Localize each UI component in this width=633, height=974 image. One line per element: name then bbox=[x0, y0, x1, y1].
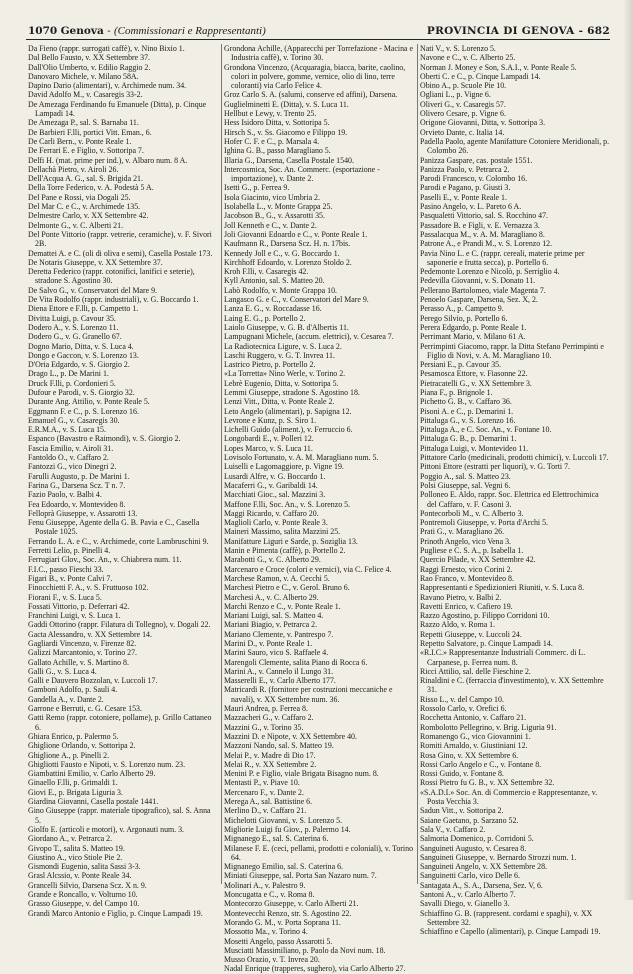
directory-entry: Delmestre Carlo, v. XX Settembre 42. bbox=[28, 211, 149, 221]
directory-entry: Joll Kenneth e C., v. Dante 2. bbox=[224, 220, 317, 230]
directory-entry: Romanengo G., vico Giovannini 1. bbox=[420, 731, 531, 741]
directory-entry: Groz Carlo S. A. (salumi, conserve ed affini), Darsena. bbox=[224, 90, 398, 100]
directory-entry: Danovaro Michele, v. Milano 58A. bbox=[28, 71, 139, 81]
directory-entry: Felloprà Giuseppe, v. Assarotti 13. bbox=[28, 508, 138, 518]
directory-entry: Marchese Ramon, v. A. Cecchi 5. bbox=[224, 573, 330, 583]
directory-entry: Dodero G., v. G. Granello 67. bbox=[28, 332, 122, 342]
directory-entry: Olivero Cesare, p. Vigne 6. bbox=[420, 109, 506, 119]
directory-entry: Macchiati Gioc., sal. Mazzini 3. bbox=[224, 490, 326, 500]
directory-entry: Pedemonte Lorenzo e Nicolò, p. Serriglio 4. bbox=[420, 267, 560, 277]
directory-entry: Lastrico Pietro, p. Portello 2. bbox=[224, 360, 316, 370]
directory-entry: Lenzi Vitt., Ditta, v. Ponte Reale 2. bbox=[224, 397, 335, 407]
directory-entry: Leto Angelo (alimentari), p. Sapigna 12. bbox=[224, 406, 352, 416]
directory-entry: Del Pane e Rossi, via Dogali 25. bbox=[28, 192, 131, 202]
directory-entry: Giolfo E. (articoli e motori), v. Argonauti num. 3. bbox=[28, 824, 185, 834]
directory-entry: Pasino Angelo, v. L. Pareto 6 A. bbox=[420, 202, 522, 212]
directory-entry: Maffone F.lli, Soc. An., v. S. Lorenzo 5. bbox=[224, 499, 351, 509]
directory-entry: Pavia Nino L. e C. (rappr. cereali, materie prime per saponerie e frutta secca), p. Portello 6. bbox=[420, 248, 585, 267]
directory-entry: Norman J. Money e Son, S.A.I., v. Ponte Reale 5. bbox=[420, 62, 577, 72]
directory-entry: Migliorie Luigi fu Giov., p. Palermo 14. bbox=[224, 824, 351, 834]
directory-entry: Molinari A., v. Palestro 9. bbox=[224, 880, 306, 890]
directory-entry: Pichetto G. B., v. Caffaro 36. bbox=[420, 397, 512, 407]
directory-entry: Pietracatelli G., v. XX Settembre 3. bbox=[420, 378, 532, 388]
column-divider bbox=[417, 44, 418, 884]
directory-entry: Gino Giuseppe (rappr. materiale tipografico), sal. S. Anna 5. bbox=[28, 806, 211, 825]
directory-entry: Padella Paolo, agente Manifatture Cotoniere Meridionali, p. Colombo 26. bbox=[420, 136, 610, 156]
directory-entry: Navone e C., v. C. Alberto 25. bbox=[420, 53, 516, 63]
directory-entry: Giordano A., v. Petrarca 2. bbox=[28, 834, 113, 844]
directory-entry: Ghiglione Orlando, v. Sottoripa 2. bbox=[28, 741, 136, 751]
directory-entry: Mauri Andrea, p. Ferrea 8. bbox=[224, 704, 308, 714]
directory-page bbox=[26, 24, 610, 974]
directory-entry: Romiti Arnaldo, v. Giustiniani 12. bbox=[420, 741, 528, 751]
directory-entry: Illaria G., Darsena, Casella Postale 1540. bbox=[224, 155, 354, 165]
directory-entry: Lanza E. G., v. Roccadasse 16. bbox=[224, 304, 322, 314]
directory-entry: Fantoldo O., v. Caffaro 2. bbox=[28, 453, 109, 463]
directory-entry: Mosetti Angelo, passo Assarotti 5. bbox=[224, 936, 333, 946]
directory-entry: Fazio Paolo, v. Balbi 4. bbox=[28, 490, 102, 500]
directory-entry: Marini A., v. Cannelo il Lungo 31. bbox=[224, 666, 334, 676]
directory-entry: Menini P. e Figlio, viale Brigata Bisagno num. 8. bbox=[224, 769, 379, 779]
directory-entry: Rossi Pietro fu G. B., v. XX Settembre 32. bbox=[420, 778, 555, 788]
directory-entry: Razzo Aldo, v. Roma 1. bbox=[420, 620, 496, 630]
directory-entry: Marini Sauro, vico S. Raffaele 4. bbox=[224, 648, 329, 658]
directory-entry: Ginaello F.lli, p. Grimaldi 1. bbox=[28, 778, 118, 788]
directory-entry: Mossotto Ma., v. Torino 4. bbox=[224, 927, 308, 937]
directory-entry: Della Torre Federico, v. A. Podestà 5 A. bbox=[28, 183, 154, 193]
directory-entry: Grandi Marco Antonio e Figlio, p. Cinque Lampadi 19. bbox=[28, 908, 203, 918]
directory-entry: Nati V., v. S. Lorenzo 5. bbox=[420, 44, 496, 53]
directory-entry: «R.I.C.» Rappresentanze Industriali Commerc. di L. Carpanese, p. Ferrea num. 8. bbox=[420, 648, 586, 667]
directory-entry: David Adolfo M., v. Casaregis 33-2. bbox=[28, 90, 143, 100]
directory-entry: Mercenaro F., v. Dante 2. bbox=[224, 787, 304, 797]
directory-entry: Ferrando L. A. e C., v. Archimede, corte Lambruschini 9. bbox=[28, 536, 209, 546]
directory-entry: Rossi Guido, v. Fontane 8. bbox=[420, 769, 504, 779]
directory-entry: Garrone e Berruti, c. G. Cesare 153. bbox=[28, 704, 142, 714]
directory-entry: Espanco (Bavastro e Raimondi), v. S. Giorgio 2. bbox=[28, 434, 181, 444]
directory-entry: Paselli E., v. Ponte Reale 1. bbox=[420, 192, 507, 202]
directory-entry: Laiolo Giuseppe, v. G. B. d'Albertis 11. bbox=[224, 322, 349, 332]
directory-entry: Montecorzo Giuseppe, v. Carlo Alberti 21. bbox=[224, 899, 359, 909]
directory-entry: Gatti Remo (rappr. cotoniere, pollame), p. Grillo Cattaneo 6. bbox=[28, 713, 212, 732]
directory-entry: De Ferrari E. e Figlio, v. Sottoripa 7. bbox=[28, 146, 144, 156]
directory-entry: Rombolotto Pellegrino, v. Brig. Liguria 91. bbox=[420, 722, 557, 732]
directory-entry: Givopo T., salita S. Matteo 19. bbox=[28, 843, 125, 853]
directory-entry: Drago L., p. De Marini 1. bbox=[28, 369, 109, 379]
directory-entry: Mazzini D. e Nipote, v. XX Settembre 40. bbox=[224, 731, 357, 741]
directory-entry: Fiorani F., v. S. Luca 5. bbox=[28, 592, 102, 602]
page-number: 1070 bbox=[28, 25, 58, 37]
directory-columns bbox=[26, 44, 610, 974]
directory-entry: Pisoni A. e C., p. Demarini 1. bbox=[420, 406, 514, 416]
directory-entry: Farina G., Darsena Scz. T n. 7. bbox=[28, 480, 126, 490]
directory-entry: Prati G., v. Maragliano 26. bbox=[420, 527, 505, 537]
directory-entry: Giardina Giovanni, Casella postale 1441. bbox=[28, 797, 159, 807]
directory-entry: Del Mar C. e C., v. Archimede 135. bbox=[28, 202, 141, 212]
directory-entry: Perera Edgardo, p. Ponte Reale 1. bbox=[420, 322, 527, 332]
directory-entry: Demattei A. e C. (oli di oliva e semi), Casella Postale 173. bbox=[28, 248, 213, 258]
directory-entry: Gaddi Ottorino (rappr. Filatura di Tollegno), v. Dogali 22. bbox=[28, 620, 211, 630]
directory-entry: Ricci Attilio, sal. delle Fieschine 2. bbox=[420, 666, 531, 676]
directory-entry: Finocchietti F. A., v. S. Fruttuoso 102. bbox=[28, 583, 149, 593]
directory-entry: Hess Isidoro Ditta, v. Sottoripa 5. bbox=[224, 118, 330, 128]
directory-entry: Pittaluga G. B., p. Demarini 1. bbox=[420, 434, 517, 444]
directory-entry: Eggmann F. e C., p. S. Lorenzo 16. bbox=[28, 406, 139, 416]
directory-entry: Del Ponte Vittorio (rappr. vetrerie, ceramiche), v. F. Sivori 2B. bbox=[28, 229, 212, 249]
directory-entry: Dell'Acqua A. G., sal. S. Brigida 21. bbox=[28, 174, 143, 184]
directory-entry: Pellerano Bartolomeo, viale Magenta 7. bbox=[420, 285, 546, 295]
directory-entry: Grondona Achille, (Apparecchi per Torrefazione - Macina e Industria caffè), v. Torino 30. bbox=[224, 44, 414, 63]
directory-entry: Grasso Giuseppe, v. del Campo 10. bbox=[28, 899, 140, 909]
directory-entry: Raggi Ernesto, vico Corini 2. bbox=[420, 564, 513, 574]
directory-entry: Sanguineti Giuseppe, v. Bernardo Strozzi num. 1. bbox=[420, 852, 577, 862]
directory-entry: Galizzi Marcantonio, v. Torino 27. bbox=[28, 648, 138, 658]
directory-entry: Diena Ettore e F.lli, p. Campetto 1. bbox=[28, 304, 139, 314]
directory-entry: Mignanego Emilio, sal. S. Caterina 6. bbox=[224, 862, 343, 872]
directory-entry: Miniati Giuseppe, sal. Porta San Nazaro num. 7. bbox=[224, 871, 377, 881]
directory-entry: Mignanego E., sal. S. Caterina 6. bbox=[224, 834, 329, 844]
directory-entry: De Barbieri F.lli, portici Vitt. Eman., 6. bbox=[28, 127, 152, 137]
directory-entry: Musciatti Massimiliano, p. Paolo da Novi num. 18. bbox=[224, 945, 386, 955]
directory-entry: Dodero A., v. S. Lorenzo 11. bbox=[28, 322, 119, 332]
directory-entry: Labò Rodolfo, v. Monte Grappa 10. bbox=[224, 285, 338, 295]
directory-entry: Ighina G. B., passo Maragliano 5. bbox=[224, 146, 331, 156]
column-1 bbox=[28, 44, 218, 918]
directory-entry: Figari B., v. Ponte Calvi 7. bbox=[28, 573, 113, 583]
directory-entry: Gallato Achille, v. S. Martino 8. bbox=[28, 657, 129, 667]
directory-entry: Pesamosca Ettore, v. Fiasonne 22. bbox=[420, 369, 528, 379]
directory-entry: Masserelli E., v. Carlo Alberto 177. bbox=[224, 676, 336, 686]
directory-entry: Santoni A., v. Carlo Alberto 7. bbox=[420, 890, 516, 900]
directory-entry: Longobardi E., v. Polleri 12. bbox=[224, 434, 314, 444]
directory-entry: Maineri Massimo, salita Mazzini 25. bbox=[224, 527, 341, 537]
directory-entry: De Amezaga P., sal. S. Barnaba 11. bbox=[28, 118, 139, 128]
header-left: 1070 Genova - (Commissionari e Rappresentanti) bbox=[28, 25, 266, 37]
directory-entry: Grasl Alcssio, v. Ponte Reale 34. bbox=[28, 871, 132, 881]
directory-entry: Durante Ang. Attilio, v. Ponte Reale 5. bbox=[28, 397, 150, 407]
directory-entry: Melai R., v. XX Settembre 2. bbox=[224, 759, 317, 769]
directory-entry: Maggi Ricardo, v. Caffaro 20. bbox=[224, 508, 319, 518]
directory-entry: Gagliardi Vincenzo, v. Firenze 82. bbox=[28, 639, 137, 648]
scan-shadow bbox=[623, 0, 633, 900]
directory-entry: Deretta Federico (rappr. cotonifici, lanifici e seterie), stradone S. Agostino 30. bbox=[28, 267, 195, 286]
directory-entry: Grondona Vincenzo, (Acquaragia, biacca, barite, caolino, colori in polvere, gomme, vernice, olio di lino, terre coloranti) via Carlo Felice 4. bbox=[224, 62, 406, 91]
directory-entry: Hirsch S., v. Ss. Giacomo e Filippo 19. bbox=[224, 127, 348, 137]
directory-entry: Fantozzi G., vico Dinegri 2. bbox=[28, 462, 117, 472]
directory-entry: Laschi Ruggero, v. G. T. Invrea 11. bbox=[224, 350, 335, 360]
directory-entry: Dall'Olio Umberto, v. Edilio Raggio 2. bbox=[28, 62, 151, 72]
directory-entry: La Radiotecnica Ligure, v. S. Luca 2. bbox=[224, 341, 342, 351]
directory-entry: Gamboni Adolfo, p. Sauli 4. bbox=[28, 685, 118, 695]
directory-entry: Pittaluga G., v. S. Lorenzo 16. bbox=[420, 415, 516, 425]
directory-entry: Michelotti Giovanni, v. S. Lorenzo 5. bbox=[224, 815, 343, 825]
directory-entry: Perrimant Mario, v. Milano 61 A. bbox=[420, 332, 526, 342]
directory-entry: Merlino D., v. Caffaro 21. bbox=[224, 806, 307, 816]
directory-entry: Risso L., v. del Campo 10. bbox=[420, 694, 504, 704]
directory-entry: Da Fieno (rappr. surrogati caffè), v. Nino Bixio 1. bbox=[28, 44, 185, 53]
directory-entry: Isetti G., p. Ferrea 9. bbox=[224, 183, 290, 193]
directory-entry: Giustino A., vico Stiole Pie 2. bbox=[28, 852, 123, 862]
directory-entry: Poggio A., sal. S. Matteo 23. bbox=[420, 471, 511, 481]
directory-entry: Musso Orazio, v. T. Invrea 20. bbox=[224, 955, 320, 965]
directory-entry: Oliveri G., v. Casaregis 57. bbox=[420, 99, 506, 109]
directory-entry: Isolabella L., v. Monte Grappa 25. bbox=[224, 202, 333, 212]
directory-entry: Sanguinetti Carlo, vico Delle 6. bbox=[420, 871, 520, 881]
directory-entry: Dapino Dario (alimentari), v. Archimede num. 34. bbox=[28, 81, 187, 91]
directory-entry: Milanese F. E. (ceci, pellami, prodotti e coloniali), v. Torino 64. bbox=[224, 843, 414, 862]
directory-entry: Ghiglione A., p. Pinelli 2. bbox=[28, 750, 110, 760]
directory-entry: Guglielminetti E. (Ditta), v. S. Luca 11. bbox=[224, 99, 349, 109]
directory-entry: Quercio Pilade, v. XX Settembre 42. bbox=[420, 555, 536, 565]
directory-entry: Delmonte G., v. C. Alberti 21. bbox=[28, 220, 124, 230]
directory-entry: Marchesi Pietro e C., v. Gerol. Bruno 6. bbox=[224, 583, 350, 593]
directory-entry: Ravano Pietro, v. Balbi 2. bbox=[420, 592, 502, 602]
directory-entry: Passadore B. e Figli, v. E. Vernazza 3. bbox=[420, 220, 540, 230]
directory-entry: Pittatore Carlo (medicinali, prodotti chimici), v. Luccoli 17. bbox=[420, 453, 609, 463]
directory-entry: Sala V., v. Caffaro 2. bbox=[420, 824, 486, 834]
directory-entry: Levrone e Kunz, p. S. Siro 1. bbox=[224, 415, 317, 425]
directory-entry: Marcenaro e Croce (colori e vernici), via C. Felice 4. bbox=[224, 564, 392, 574]
directory-entry: Joli Giovanni Edoardo e C., v. Ponte Reale 1. bbox=[224, 229, 368, 239]
directory-entry: Marchesi A., v. C. Alberto 29. bbox=[224, 592, 319, 602]
directory-entry: Gandella A., v. Dante 2. bbox=[28, 694, 104, 704]
directory-entry: F.I.C., passo Fieschi 33. bbox=[28, 564, 104, 574]
directory-entry: Galli G., v. S. Luca 4. bbox=[28, 666, 97, 676]
directory-entry: De Salvo G., v. Conservatori del Mare 9. bbox=[28, 285, 157, 295]
directory-entry: Mariano Clemente, v. Pantrespo 7. bbox=[224, 629, 334, 639]
directory-entry: Lovisolo Fortunato, v. A. M. Maragliano num. 5. bbox=[224, 453, 379, 463]
directory-entry: Origone Giovanni, Ditta, v. Sottoripa 3. bbox=[420, 118, 546, 128]
directory-entry: Manifatture Liguri e Sarde, p. Soziglia 13. bbox=[224, 536, 358, 546]
directory-entry: Schiaffino e Capello (alimentari), p. Cinque Lampadi 19. bbox=[420, 927, 601, 937]
directory-entry: Delfi H. (mat. prime per ind.), v. Albaro num. 8 A. bbox=[28, 155, 188, 165]
directory-entry: Pittoni Ettore (estratti per liquori), v. G. Torti 7. bbox=[420, 462, 571, 472]
directory-entry: Ghiara Enrico, p. Palermo 5. bbox=[28, 731, 119, 741]
directory-entry: Ravetti Enrico, v. Cafiero 19. bbox=[420, 601, 513, 611]
directory-entry: Kaufmann R., Darsena Scz. H. n. 17bis. bbox=[224, 239, 351, 249]
directory-entry: Pedevilla Giovanni, v. S. Donato 11. bbox=[420, 276, 536, 286]
directory-entry: Rossolo Carlo, v. Orefici 6. bbox=[420, 704, 507, 714]
directory-entry: Parodi e Pagano, p. Giusti 3. bbox=[420, 183, 511, 193]
directory-entry: Dufour e Parodi, v. S. Giorgio 32. bbox=[28, 387, 135, 397]
directory-entry: Santagata A., S. A., Darsena, Sez. V, 6. bbox=[420, 880, 543, 890]
directory-entry: Morando G. M., v. Porta Soprana 11. bbox=[224, 917, 341, 927]
directory-entry: Pontremoli Giuseppe, v. Porta d'Archi 5. bbox=[420, 518, 549, 528]
directory-entry: Franchini Luigi, v. S. Luca 1. bbox=[28, 611, 121, 621]
directory-entry: Divitta Luigi, p. Cavour 35. bbox=[28, 313, 116, 323]
directory-entry: Sadun Vitt., v. Sottoripa 2. bbox=[420, 806, 504, 816]
directory-entry: Mazzacheri G., v. Caffaro 2. bbox=[224, 713, 314, 723]
directory-entry: Prinoth Angelo, vico Vena 3. bbox=[420, 536, 512, 546]
directory-entry: Jacobson B., G., v. Assarotti 35. bbox=[224, 211, 325, 221]
directory-entry: Polloneo E. Aldo, rappr. Soc. Elettrica ed Elettrochimica del Caffaro, v. F. Casoni 3. bbox=[420, 490, 599, 509]
header-right bbox=[427, 24, 610, 38]
directory-entry: Piana F., p. Brignole 1. bbox=[420, 387, 493, 397]
directory-entry: Ogliani L., p. Vigne 6. bbox=[420, 90, 491, 100]
section-title: (Commissionari e Rappresentanti) bbox=[114, 25, 266, 37]
directory-entry: Lichelli Guido (aliment.), v. Ferruccio 6. bbox=[224, 425, 353, 435]
directory-entry: Nadal Enrique (trapperes, sughero), via Carlo Alberto 27. bbox=[224, 964, 406, 974]
page-header bbox=[26, 24, 610, 40]
directory-entry: Fea Edoardo, v. Montevideo 8. bbox=[28, 499, 126, 509]
directory-entry: Marabotti G., v. C. Alberto 29. bbox=[224, 555, 321, 565]
directory-entry: Parodi Francesco, v. Colombo 16. bbox=[420, 174, 528, 184]
directory-entry: Hellbut e Lewy, v. Trento 25. bbox=[224, 109, 317, 119]
directory-entry: Mazzoni Nando, sal. S. Matteo 19. bbox=[224, 741, 334, 751]
directory-entry: Patrone A., e Prandi M., v. S. Lorenzo 12. bbox=[420, 239, 553, 249]
directory-entry: Ferretti Lelio, p. Pinelli 4. bbox=[28, 546, 111, 556]
directory-entry: Panizza Gaspare, cas. postale 1551. bbox=[420, 155, 533, 165]
directory-entry: Montevecchi Renzo, str. S. Agostino 22. bbox=[224, 908, 352, 918]
directory-entry: Druck F.lli, p. Cordonieri 5. bbox=[28, 378, 116, 388]
directory-entry: Rocchetta Antonio, v. Caffaro 21. bbox=[420, 713, 527, 723]
directory-entry: Matricardi R. (fornitore per costruzioni meccaniche e navali), v. XX Settembre num. 36. bbox=[224, 685, 393, 704]
directory-entry: Farulli Augusto, p. De Marini 1. bbox=[28, 471, 130, 481]
directory-entry: Kyll Antonio, sal. S. Matteo 20. bbox=[224, 276, 325, 286]
city-name: Genova bbox=[60, 25, 104, 37]
directory-entry: Moncugatta e C., v. Roma 8. bbox=[224, 890, 315, 900]
directory-entry: Pittaluga Luigi, v. Montevideo 11. bbox=[420, 443, 529, 453]
directory-entry: Passalacqua M., v. A. M. Maragliano 8. bbox=[420, 229, 545, 239]
directory-entry: Pasqualetti Vittorio, sal. S. Rocchino 47. bbox=[420, 211, 549, 221]
directory-entry: Schiaffino G. B. (rappresent. cordami e spaghi), v. XX Settembre 32. bbox=[420, 908, 593, 927]
directory-entry: Langasco G. e C., v. Conservatori del Mare 9. bbox=[224, 295, 369, 305]
directory-entry: Lemmi Giuseppe, stradone S. Agostino 18. bbox=[224, 387, 360, 397]
directory-entry: Maglioli Carlo, v. Ponte Reale 3. bbox=[224, 518, 328, 528]
directory-entry: Fossati Vittorio, p. Deferrari 42. bbox=[28, 601, 130, 611]
directory-entry: De Carli Bern., v. Ponte Reale 1. bbox=[28, 136, 132, 146]
column-2 bbox=[224, 44, 414, 974]
directory-entry: Melai P., v. Madre di Dio 17. bbox=[224, 750, 316, 760]
directory-entry: Laing E. G., p. Portello 2. bbox=[224, 313, 306, 323]
directory-entry: Kroh F.lli, v. Casaregis 42. bbox=[224, 267, 309, 277]
directory-entry: Marchi Renzo e C., v. Ponte Reale 1. bbox=[224, 601, 341, 611]
directory-entry: Sanguineti Angelo, v. XX Settembre 28. bbox=[420, 862, 548, 872]
directory-entry: Persiani E., p. Cavour 35. bbox=[420, 360, 502, 370]
directory-entry: Ferrugiari Glov., Soc. An., v. Chiabrera num. 11. bbox=[28, 555, 182, 565]
directory-entry: Emanuel G., v. Casaregis 30. bbox=[28, 415, 120, 425]
directory-entry: Giambattini Emilio, v. Carlo Alberto 29. bbox=[28, 769, 156, 779]
directory-entry: Gacta Alessandro, v. XX Settembre 14. bbox=[28, 629, 152, 639]
directory-entry: Mentasti P., v. Piave 10. bbox=[224, 778, 300, 788]
directory-entry: Rao Franco, v. Montevideo 8. bbox=[420, 573, 514, 583]
directory-entry: Marini D., v. Ponte Reale 1. bbox=[224, 639, 313, 648]
column-divider bbox=[221, 44, 222, 884]
directory-entry: Rossi Carlo Angelo e C., v. Fontane 8. bbox=[420, 759, 542, 769]
directory-entry: Oberti C. e C., p. Cinque Lampadi 14. bbox=[420, 71, 541, 81]
province-title: PROVINCIA DI GENOVA bbox=[426, 25, 575, 37]
directory-entry: Merega A., sal. Battistine 6. bbox=[224, 797, 313, 807]
directory-entry: De Vita Rodolfo (rappr. industriali), v. G. Boccardo 1. bbox=[28, 295, 199, 305]
directory-entry: Luiselli e Lagomaggiore, p. Vigne 19. bbox=[224, 462, 344, 472]
directory-entry: «S.A.D.I.» Soc. An. di Commercio e Rappresentanze, v. Posta Vecchia 3. bbox=[420, 787, 598, 807]
directory-entry: Kirchhoff Edoardo, v. Lorenzo Stoldo 2. bbox=[224, 257, 352, 267]
directory-entry: D'Oria Edgardo, v. S. Giorgio 2. bbox=[28, 360, 130, 370]
directory-entry: Perrimpinti Giacomo, rappr. la Ditta Stefano Perrimpinti e Figlio di Novi, v. A. M. Maragliano 10. bbox=[420, 341, 604, 360]
directory-entry: Pittaluga A., e C. Soc. An., v. Fontane 10. bbox=[420, 425, 552, 435]
directory-entry: De Notaris Giuseppe, v. XX Settembre 37. bbox=[28, 257, 163, 267]
directory-entry: Marengoli Clemente, salita Piano di Rocca 6. bbox=[224, 657, 368, 667]
directory-entry: De Amezaga Ferdinando fu Emanuele (Ditta), p. Cinque Lampadi 14. bbox=[28, 99, 207, 119]
directory-entry: Gismondi Eugenio, salita Sassi 3-3. bbox=[28, 862, 141, 872]
directory-entry: Polsi Giuseppe, sal. Vegni 6. bbox=[420, 480, 511, 490]
directory-entry: Fascia Emilio, v. Airoli 31. bbox=[28, 443, 114, 453]
directory-entry: Rinaldini e C. (ferraccia d'investimento), v. XX Settembre 31. bbox=[420, 676, 604, 695]
directory-entry: Rappresentanti e Spedizionieri Riuniti, v. S. Luca 8. bbox=[420, 583, 585, 593]
directory-entry: Sanguineti Augusto, v. Cesarea 8. bbox=[420, 843, 527, 853]
directory-entry: Macaferri G., v. Garibaldi 14. bbox=[224, 480, 318, 490]
directory-entry: Galli e Dauvero Bozzolan, v. Luccoli 17. bbox=[28, 676, 158, 686]
directory-entry: Manin e Pimenta (caffè), p. Portello 2. bbox=[224, 546, 346, 556]
directory-entry: Dal Bello Fausto, v. XX Settembre 37. bbox=[28, 53, 150, 63]
directory-entry: Lebrè Eugenio, Ditta, v. Sottoripa 5. bbox=[224, 378, 339, 388]
directory-entry: Grande e Roncallo, v. Volturno 10. bbox=[28, 890, 138, 900]
directory-entry: Razzo Agostino, p. Filippo Corridoni 10. bbox=[420, 611, 550, 621]
directory-entry: Obino A., p. Scuole Pie 10. bbox=[420, 81, 507, 91]
directory-entry: Rosa Gino, v. XX Settembre 6. bbox=[420, 750, 519, 760]
directory-entry: Pontecorboli M., v. C. Alberto 3. bbox=[420, 508, 524, 518]
directory-entry: Kennedy Joll e C., v. G. Boccardo 1. bbox=[224, 248, 340, 258]
directory-entry: Lusardi Alfre, v. G. Boccardo 1. bbox=[224, 471, 326, 481]
directory-entry: Perasso A., p. Campetto 9. bbox=[420, 304, 504, 314]
directory-entry: Dongo e Gaccon, v. S. Lorenzo 13. bbox=[28, 350, 139, 360]
directory-entry: Dogno Mario, Ditta, v. S. Luca 4. bbox=[28, 341, 134, 351]
directory-entry: Dellachà Pietro, v. Airoli 26. bbox=[28, 164, 119, 174]
directory-entry: Intercosmica, Soc. An. Commerc. (esportazione - importazione), v. Dante 2. bbox=[224, 164, 380, 184]
directory-entry: Savalli Diego, v. Gianello 3. bbox=[420, 899, 510, 909]
directory-entry: Repetti Giuseppe, v. Luccoli 24. bbox=[420, 629, 522, 639]
directory-entry: Lopes Marco, v. S. Luca 11. bbox=[224, 443, 313, 453]
directory-entry: Giovi E., p. Brigata Liguria 3. bbox=[28, 787, 123, 797]
directory-entry: Lampugnani Michele, (accum. elettrici), v. Cesarea 7. bbox=[224, 332, 394, 342]
directory-entry: Hofer C. F. e C., p. Marsala 4. bbox=[224, 136, 320, 146]
directory-entry: Perego Silvio, p. Portello 6. bbox=[420, 313, 508, 323]
directory-entry: Ghigliotti Fausto e Nipoti, v. S. Lorenzo num. 23. bbox=[28, 759, 186, 769]
directory-entry: Salmoria Domenico, p. Corridoni 5. bbox=[420, 834, 534, 844]
directory-entry: Mazzini G., v. Torino 35. bbox=[224, 722, 304, 732]
directory-entry: Orvieto Dante, c. Italia 14. bbox=[420, 127, 505, 137]
column-3 bbox=[420, 44, 610, 937]
directory-entry: Isola Giacinto, vico Umbria 2. bbox=[224, 192, 320, 202]
directory-entry: Pugliese e C. S. A., p. Isabella 1. bbox=[420, 546, 524, 556]
directory-entry: Panizza Paolo, v. Petrarca 2. bbox=[420, 164, 510, 174]
directory-entry: E.R.M.A., v. S. Luca 15. bbox=[28, 425, 106, 435]
directory-entry: Mariani Biagio, v. Petrarca 2. bbox=[224, 620, 318, 630]
directory-entry: Fenu Giuseppe, Agente della G. B. Pavia e C., Casella Postale 1025. bbox=[28, 518, 200, 537]
directory-entry: Saiane Gaetano, p. Sarzano 52. bbox=[420, 815, 519, 825]
directory-entry: Penoelo Gaspare, Darsena, Sez. X, 2. bbox=[420, 295, 538, 305]
directory-entry: «La Torretta» Nino Werle, v. Torino 2. bbox=[224, 369, 346, 379]
directory-entry: Mariani Luigi, sal. S. Matteo 4. bbox=[224, 611, 324, 621]
page-reference: - 682 bbox=[578, 25, 610, 37]
directory-entry: Grancelli Silvio, Darsena Scz. X n. 9. bbox=[28, 880, 147, 890]
directory-entry: Repetto Salvatore, p. Cinque Lampadi 14. bbox=[420, 639, 553, 648]
